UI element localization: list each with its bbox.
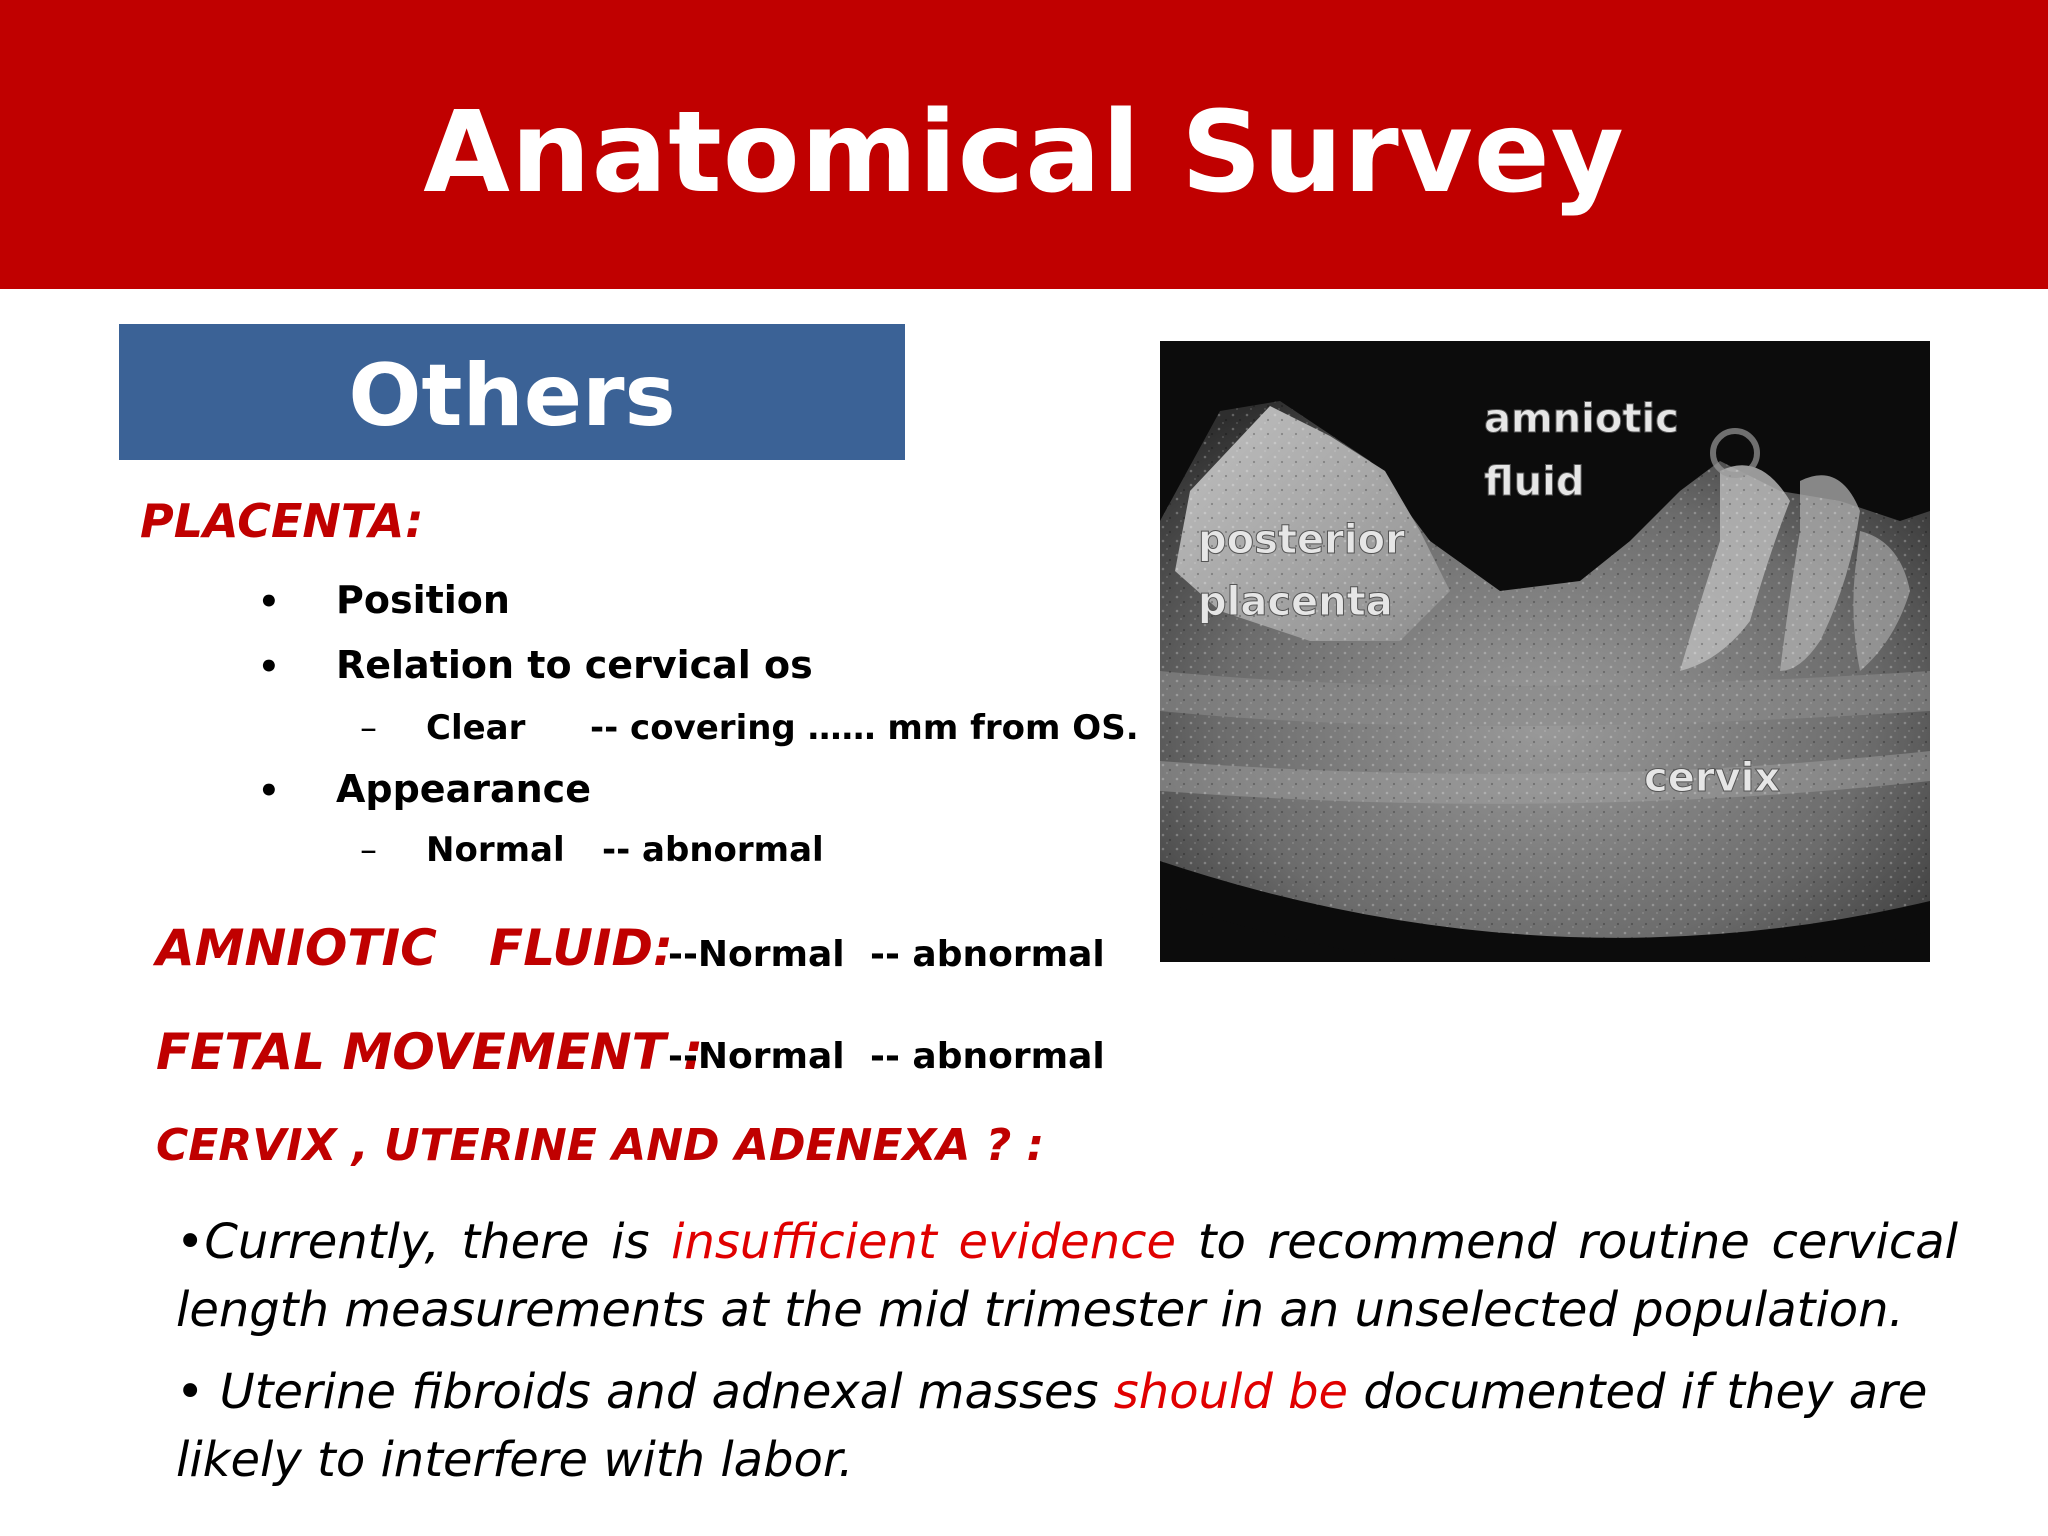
section-label: Others bbox=[348, 346, 676, 446]
sub-dash: – bbox=[360, 708, 377, 748]
bullet-dot: • bbox=[258, 647, 280, 687]
section-label-box bbox=[119, 324, 905, 460]
para2-text-end: documented if they are likely to interfere with labor. bbox=[176, 1364, 1928, 1488]
fetal-movement-heading: FETAL MOVEMENT : bbox=[156, 1023, 704, 1081]
fetal-option-abnormal: -- abnormal bbox=[870, 1036, 1105, 1077]
fibroids-paragraph bbox=[176, 1358, 1958, 1494]
para1-text-end: to recommend routine cervical length measurements at the mid trimester in an unselected population. bbox=[176, 1214, 1958, 1338]
relation-option-covering: -- covering …… mm from OS. bbox=[590, 708, 1139, 748]
slide-title: Anatomical Survey bbox=[423, 88, 1625, 218]
amniotic-option-abnormal: -- abnormal bbox=[870, 934, 1105, 975]
label-cervix: cervix bbox=[1644, 755, 1781, 801]
relation-option-clear: Clear bbox=[426, 708, 526, 748]
bullet-dot: • bbox=[258, 771, 280, 811]
ultrasound-image bbox=[1160, 341, 1930, 962]
placenta-item-relation: Relation to cervical os bbox=[336, 643, 813, 687]
placenta-item-position: Position bbox=[336, 578, 510, 622]
placenta-item-appearance: Appearance bbox=[336, 767, 591, 811]
sub-dash: – bbox=[360, 830, 377, 870]
label-amniotic: amniotic bbox=[1484, 396, 1679, 442]
placenta-heading: PLACENTA: bbox=[140, 494, 424, 548]
title-bar bbox=[0, 0, 2048, 289]
cervical-length-paragraph bbox=[176, 1208, 1958, 1344]
label-placenta: placenta bbox=[1198, 579, 1393, 625]
para1-text-start: •Currently, there is bbox=[176, 1214, 672, 1270]
bullet-dot: • bbox=[258, 582, 280, 622]
label-fluid: fluid bbox=[1484, 459, 1585, 505]
fetal-option-normal: --Normal bbox=[668, 1036, 845, 1077]
para1-highlight: insufficient evidence bbox=[671, 1214, 1177, 1270]
appearance-option-normal: Normal bbox=[426, 830, 565, 870]
amniotic-option-normal: --Normal bbox=[668, 934, 845, 975]
label-posterior: posterior bbox=[1198, 517, 1405, 563]
appearance-option-abnormal: -- abnormal bbox=[602, 830, 824, 870]
amniotic-fluid-heading: AMNIOTIC FLUID: bbox=[156, 919, 674, 977]
para2-text-start: • Uterine fibroids and adnexal masses bbox=[176, 1364, 1114, 1420]
para2-highlight: should be bbox=[1113, 1364, 1349, 1420]
cervix-uterine-heading: CERVIX , UTERINE AND ADENEXA ? : bbox=[156, 1120, 1045, 1171]
